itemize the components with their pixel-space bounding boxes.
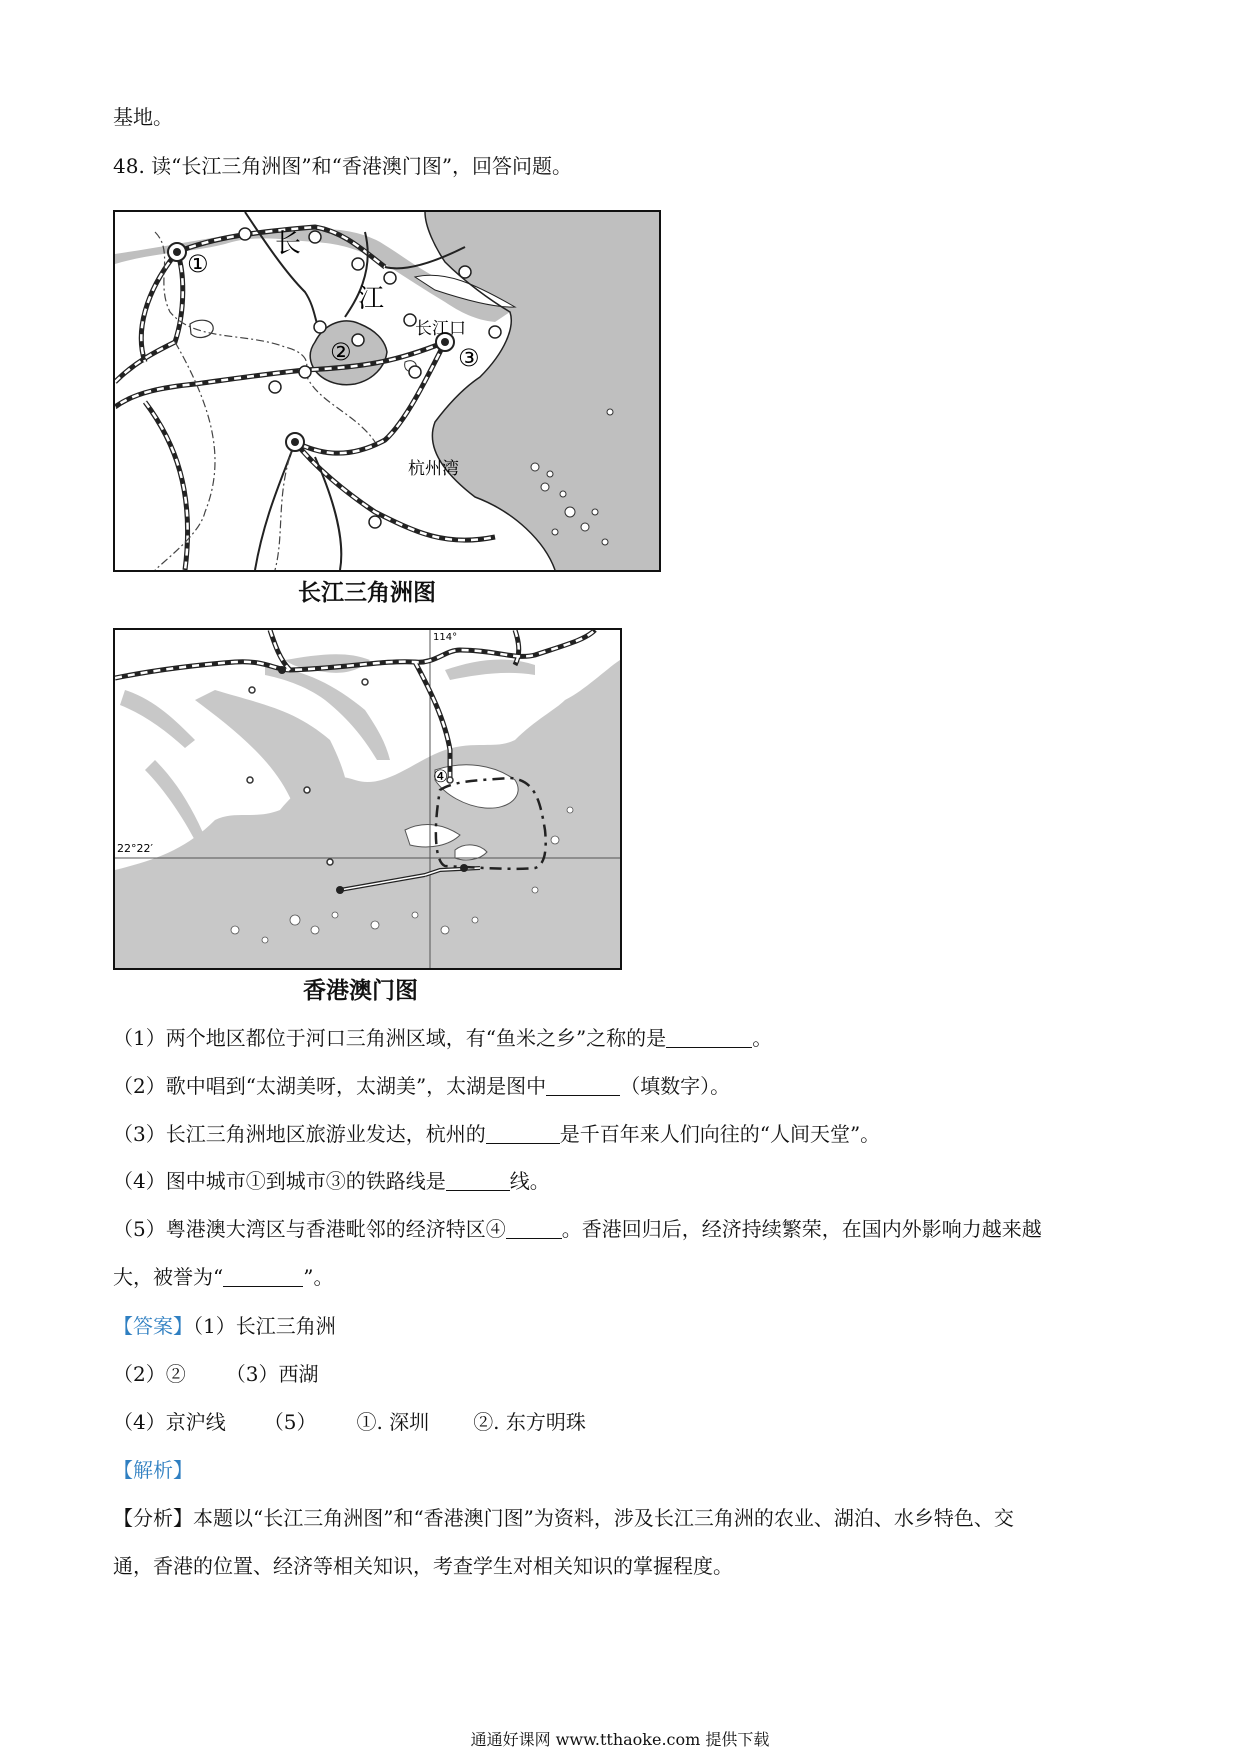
label-chang: 长 [275, 229, 302, 259]
footer: 通通好课网 www.tthaoke.com 提供下载 [470, 1730, 770, 1749]
question-2: （2）歌中唱到“太湖美呀，太湖美”，太湖是图中 （填数字）。 [113, 1074, 731, 1098]
question-3: （3）长江三角洲地区旅游业发达，杭州的 是千百年来人们向往的“人间天堂”。 [113, 1122, 881, 1146]
answer-blank [506, 1218, 562, 1239]
answer-blank [546, 1075, 620, 1096]
answer-line-3: （4）京沪线 （5） ①. 深圳 ②. 东方明珠 [113, 1410, 586, 1434]
answer-tag: 【答案】 [113, 1314, 193, 1338]
answer-blank [446, 1170, 510, 1191]
analysis-paragraph-2: 通，香港的位置、经济等相关知识，考查学生对相关知识的掌握程度。 [113, 1554, 733, 1578]
hk-macau-map [113, 628, 622, 970]
text-line: 基地。 [113, 105, 173, 129]
question-4: （4）图中城市①到城市③的铁路线是 线。 [113, 1169, 550, 1193]
label-jiang: 江 [358, 284, 385, 314]
lon-label: 114° [433, 632, 458, 643]
analysis-tag: 【解析】 [113, 1458, 193, 1482]
answer-line-2: （2）② （3）西湖 [113, 1362, 319, 1386]
map2-caption: 香港澳门图 [303, 978, 418, 1004]
yangtze-delta-map-drawing [115, 212, 659, 570]
answer-blank [223, 1266, 303, 1287]
marker-1: ① [187, 250, 209, 278]
yangtze-delta-map [113, 210, 661, 572]
question-5: （5）粤港澳大湾区与香港毗邻的经济特区④ 。香港回归后，经济持续繁荣，在国内外影响力越来越 [113, 1217, 1042, 1241]
question-5-cont: 大，被誉为“ ”。 [113, 1265, 334, 1289]
label-changjiangkou: 长江口 [415, 319, 466, 339]
marker-3: ③ [458, 344, 480, 372]
analysis-paragraph-1: 【分析】本题以“长江三角洲图”和“香港澳门图”为资料，涉及长江三角洲的农业、湖泊、水乡特色、交 [113, 1506, 1014, 1530]
label-hangzhouwan: 杭州湾 [408, 459, 459, 479]
answer-blank [486, 1123, 560, 1144]
question-1: （1）两个地区都位于河口三角洲区域，有“鱼米之乡”之称的是 。 [113, 1026, 773, 1050]
lat-label: 22°22′ [117, 842, 153, 855]
answer-line-1: 【答案】（1）长江三角洲 [113, 1314, 336, 1338]
answer-blank [666, 1027, 752, 1048]
marker-2: ② [330, 338, 352, 366]
map1-caption: 长江三角洲图 [298, 580, 436, 606]
marker-4: ④ [433, 767, 449, 787]
hk-macau-map-drawing [115, 630, 620, 968]
question-title: 48. 读“长江三角洲图”和“香港澳门图”，回答问题。 [113, 154, 573, 178]
